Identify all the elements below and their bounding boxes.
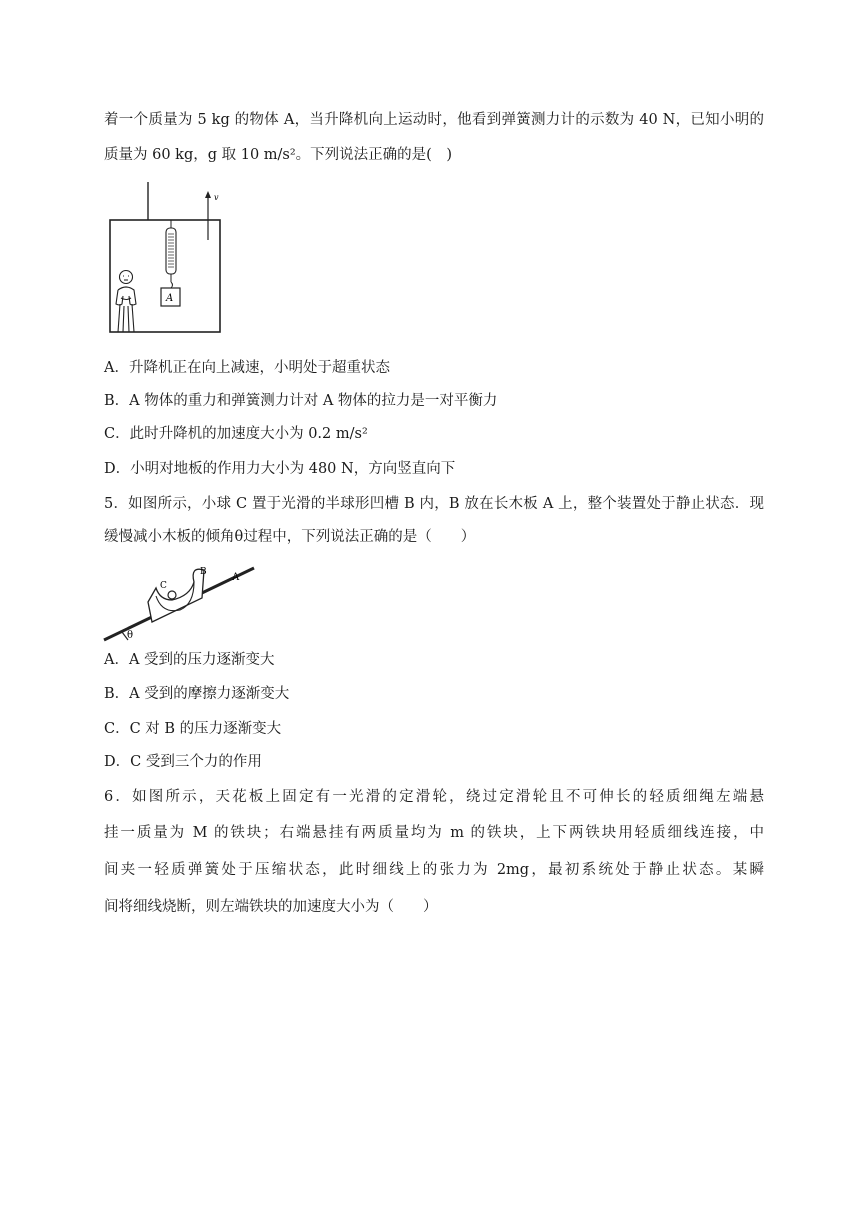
person-icon — [116, 271, 136, 333]
incline-figure — [100, 552, 260, 644]
q4-option-b: B．A 物体的重力和弹簧测力计对 A 物体的拉力是一对平衡力 — [104, 393, 498, 409]
q4-text-line-1: 着一个质量为 5 kg 的物体 A，当升降机向上运动时，他看到弹簧测力计的示数为 40 N，已知小明的 — [104, 112, 764, 128]
q5-text-line-2: 缓慢减小木板的倾角θ过程中，下列说法正确的是（ ） — [104, 529, 476, 545]
q6-text-line-2: 挂一质量为 M 的铁块；右端悬挂有两质量均为 m 的铁块，上下两铁块用轻质细线连接，中 — [104, 825, 764, 841]
block-a-label: A — [166, 293, 174, 304]
groove-b-label: B — [200, 567, 207, 577]
q4-option-c: C．此时升降机的加速度大小为 0.2 m/s² — [104, 426, 368, 442]
velocity-label: v — [214, 193, 219, 202]
q4-text-line-2: 质量为 60 kg，g 取 10 m/s²。下列说法正确的是( ) — [104, 147, 452, 163]
q6-text-line-1: 6．如图所示，天花板上固定有一光滑的定滑轮，绕过定滑轮且不可伸长的轻质细绳左端悬 — [104, 789, 764, 805]
q5-option-d: D．C 受到三个力的作用 — [104, 754, 262, 770]
q5-option-b: B．A 受到的摩擦力逐渐变大 — [104, 686, 290, 702]
q6-text-line-3: 间夹一轻质弹簧处于压缩状态，此时细线上的张力为 2mg，最初系统处于静止状态。某瞬 — [104, 862, 764, 878]
theta-label: θ — [127, 630, 134, 641]
q4-option-d: D．小明对地板的作用力大小为 480 N，方向竖直向下 — [104, 461, 456, 477]
q5-option-a: A．A 受到的压力逐渐变大 — [104, 652, 275, 668]
q6-text-line-4: 间将细线烧断，则左端铁块的加速度大小为（ ） — [104, 899, 438, 915]
q4-option-a: A．升降机正在向上减速，小明处于超重状态 — [104, 360, 390, 376]
board-a-label: A — [232, 572, 240, 583]
elevator-figure — [104, 178, 234, 338]
q5-option-c: C．C 对 B 的压力逐渐变大 — [104, 721, 282, 737]
ball-c-label: C — [160, 581, 167, 591]
q5-text-line-1: 5．如图所示，小球 C 置于光滑的半球形凹槽 B 内，B 放在长木板 A 上，整个装置处于静止状态．现 — [104, 496, 764, 512]
